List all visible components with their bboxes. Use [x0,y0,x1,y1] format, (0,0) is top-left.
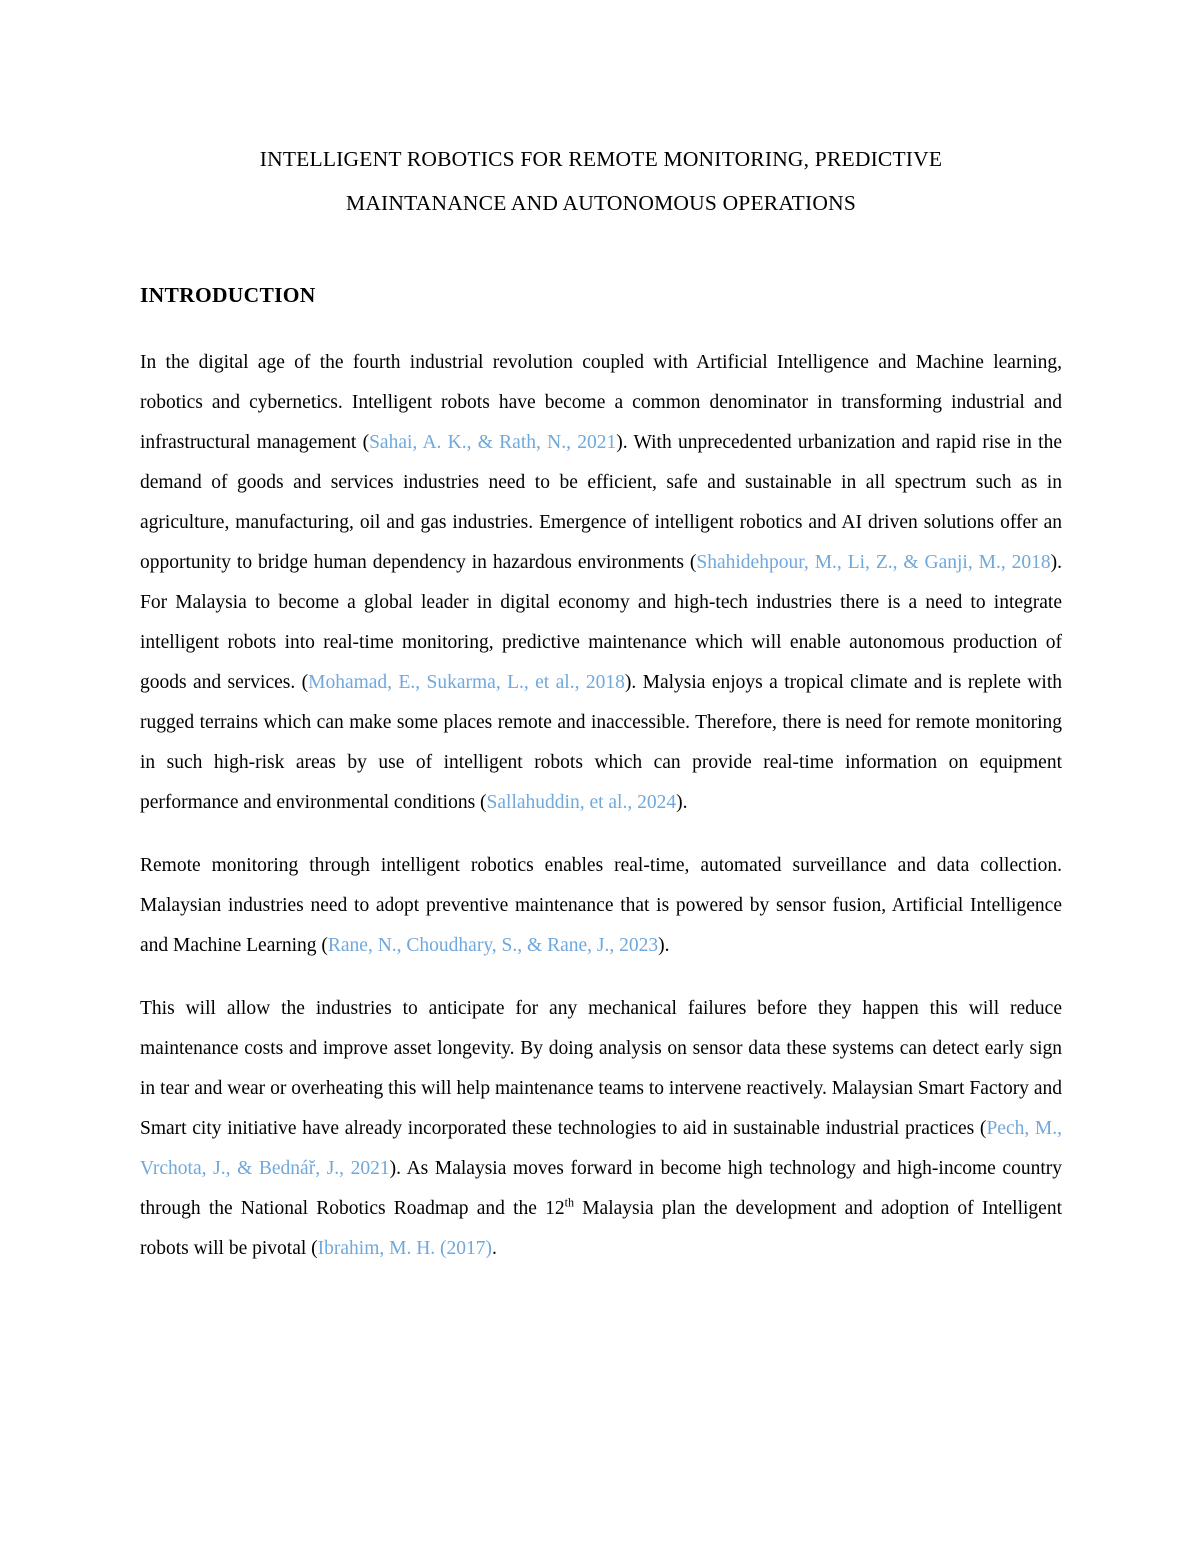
citation-reference: Sahai, A. K., & Rath, N., 2021 [369,432,617,453]
page-content [140,0,1062,1269]
body-text-run: ). For Malaysia to become a global leader in digital economy and high-tech industries there is a need to integrate intelligent robots into real-time monitoring, predictive maintenance which will enable autonomous production of goods and services. ( [140,552,1062,693]
body-text-run: ). As Malaysia moves forward in become high technology and high-income country through the National Robotics Roadmap and the 12 [140,1158,1062,1219]
citation-reference: Ibrahim, M. H. (2017) [317,1238,493,1259]
section-heading-introduction: INTRODUCTION [140,283,316,307]
citation-reference: Mohamad, E., Sukarma, L., et al., 2018 [308,672,625,693]
body-text-run: ). [676,792,688,813]
citation-reference: Shahidehpour, M., Li, Z., & Ganji, M., 2018 [696,552,1051,573]
page-title-line-1: INTELLIGENT ROBOTICS FOR REMOTE MONITORING, PREDICTIVE [259,147,943,171]
paragraph-1 [140,343,1062,823]
body-text-run: Malaysia plan the development and adoption of Intelligent robots will be pivotal ( [140,1198,1062,1259]
body-text-run: In the digital age of the fourth industrial revolution coupled with Artificial Intelligence and Machine learning, robotics and cybernetics. Intelligent robots have become a common denominator in transforming industrial and infrastructural management ( [140,352,1062,453]
body-text-run: Remote monitoring through intelligent robotics enables real-time, automated surveillance and data collection. Malaysian industries need to adopt preventive maintenance that is powered by sensor fusion, Artificial Intelligence and Machine Learning ( [140,855,1062,956]
body-text-run: ). With unprecedented urbanization and rapid rise in the demand of goods and services industries need to be efficient, safe and sustainable in all spectrum such as in agriculture, manufacturing, oil and gas industries. Emergence of intelligent robotics and AI driven solutions offer an opportunity to bridge human dependency in hazardous environments ( [140,432,1062,573]
page-title [140,0,1062,225]
body-text-run: ). Malysia enjoys a tropical climate and is replete with rugged terrains which can make some places remote and inaccessible. Therefore, there is need for remote monitoring in such high-risk areas by use of intelligent robots which can provide real-time information on equipment performance and environmental conditions ( [140,672,1062,813]
citation-reference: Rane, N., Choudhary, S., & Rane, J., 2023 [327,935,659,956]
citation-reference: Sallahuddin, et al., 2024 [486,792,677,813]
citation-reference: Pech, M., Vrchota, J., & Bednář, J., 2021 [140,1118,1062,1179]
body-text-run: . [492,1238,497,1259]
paragraph-3 [140,989,1062,1269]
body-text [140,343,1062,1269]
ordinal-superscript: th [564,1195,574,1210]
body-text-run: This will allow the industries to anticipate for any mechanical failures before they happen this will reduce maintenance costs and improve asset longevity. By doing analysis on sensor data these systems can detect early sign in tear and wear or overheating this will help maintenance teams to intervene reactively. Malaysian Smart Factory and Smart city initiative have already incorporated these technologies to aid in sustainable industrial practices ( [140,998,1062,1139]
paragraph-2 [140,846,1062,966]
body-text-run: ). [658,935,670,956]
page-title-line-2: MAINTANANCE AND AUTONOMOUS OPERATIONS [346,191,856,215]
